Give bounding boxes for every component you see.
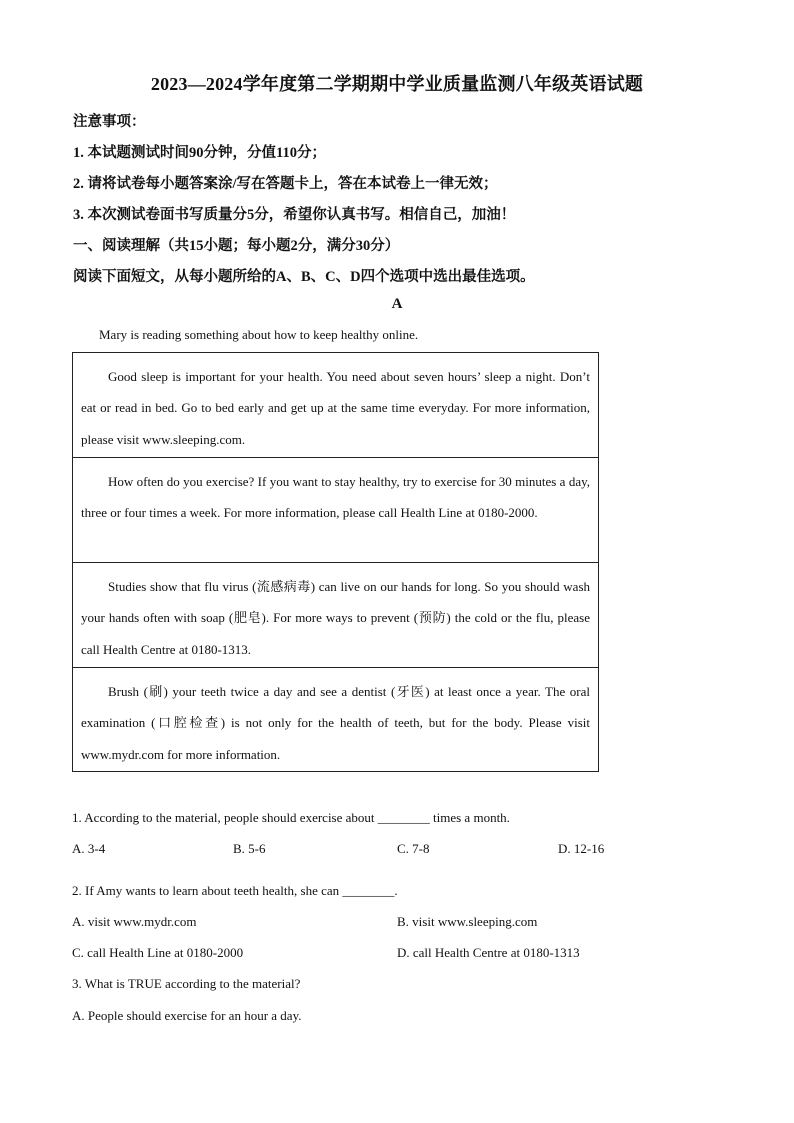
tip-cell-handwashing: Studies show that flu virus (流感病毒) can live on our hands for long. So you should wash your hands often with soap (肥皂). For more ways to prevent (预防) the cold or the flu, please call Health Centre at 0180-1313. bbox=[73, 563, 598, 668]
question-2-stem: 2. If Amy wants to learn about teeth health, she can ________. bbox=[72, 883, 398, 898]
tip-cell-sleep: Good sleep is important for your health. You need about seven hours’ sleep a night. Don’t eat or read in bed. Go to bed early and get up at the same time everyday. For more information, please visit www.sleeping.com. bbox=[73, 353, 598, 458]
tips-table bbox=[72, 352, 599, 772]
tip-cell-teeth: Brush (刷) your teeth twice a day and see a dentist (牙医) at least once a year. The oral examination (口腔检查) is not only for the health of teeth, but for the body. Please visit www.mydr.com for more information. bbox=[81, 684, 590, 762]
page-title: 2023—2024学年度第二学期期中学业质量监测八年级英语试题 bbox=[150, 74, 644, 94]
question-2-option-b: B. visit www.sleeping.com bbox=[397, 914, 538, 929]
note-item: 2. 请将试卷每小题答案涂/写在答题卡上，答在本试卷上一律无效； bbox=[73, 176, 498, 192]
section-heading: 一、阅读理解（共15小题；每小题2分，满分30分） bbox=[73, 238, 400, 254]
question-2-option-c: C. call Health Line at 0180-2000 bbox=[72, 945, 244, 960]
question-3-stem: 3. What is TRUE according to the material? bbox=[72, 976, 301, 991]
section-instruction: 阅读下面短文，从每小题所给的A、B、C、D四个选项中选出最佳选项。 bbox=[73, 269, 535, 285]
tip-cell-exercise: How often do you exercise? If you want to stay healthy, try to exercise for 30 minutes a day, three or four times a week. For more information, please call Health Line at 0180-2000. bbox=[73, 458, 598, 563]
question-1-stem: 1. According to the material, people should exercise about ________ times a month. bbox=[72, 810, 510, 825]
question-2-option-d: D. call Health Centre at 0180-1313 bbox=[397, 945, 580, 960]
question-1-option-a: A. 3-4 bbox=[72, 841, 106, 856]
note-item: 3. 本次测试卷面书写质量分5分，希望你认真书写。相信自己，加油！ bbox=[73, 207, 516, 223]
question-1-option-c: C. 7-8 bbox=[397, 841, 430, 856]
question-3-option-a: A. People should exercise for an hour a day. bbox=[72, 1008, 302, 1023]
question-1-option-b: B. 5-6 bbox=[233, 841, 266, 856]
question-1-option-d: D. 12-16 bbox=[558, 841, 605, 856]
note-item: 1. 本试题测试时间90分钟，分值110分； bbox=[73, 145, 326, 161]
notes-heading: 注意事项： bbox=[73, 114, 146, 130]
passage-intro: Mary is reading something about how to keep healthy online. bbox=[99, 327, 419, 342]
passage-label: A bbox=[391, 296, 403, 312]
question-2-option-a: A. visit www.mydr.com bbox=[72, 914, 197, 929]
